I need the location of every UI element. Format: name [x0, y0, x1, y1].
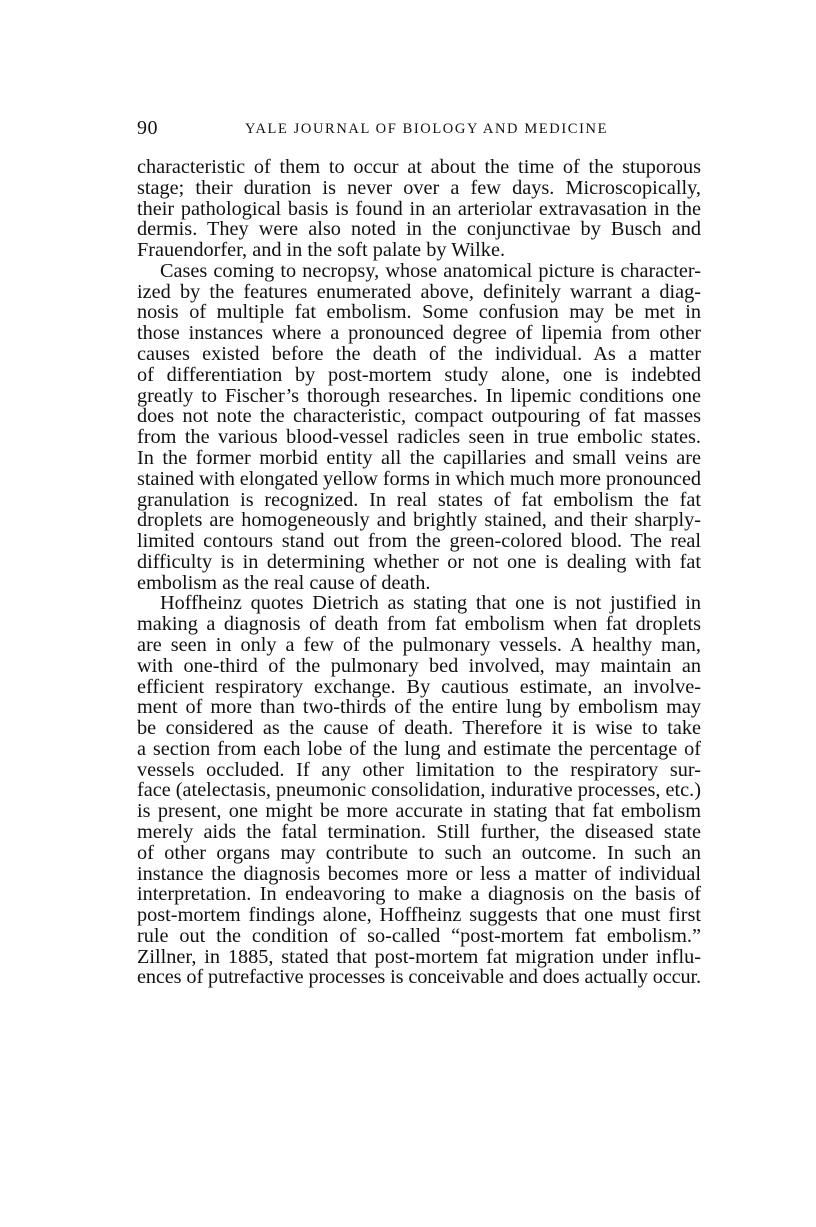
text-line: rule out the condition of so-called “post-mortem fat embolism.” — [137, 924, 701, 947]
text-line: In the former morbid entity all the capillaries and small veins are — [137, 446, 701, 469]
text-line: their pathological basis is found in an arteriolar extravasation in the — [137, 197, 701, 220]
text-line: those instances where a pronounced degree of lipemia from other — [137, 322, 701, 345]
text-line: a section from each lobe of the lung and estimate the percentage of — [137, 737, 701, 760]
text-line: Zillner, in 1885, stated that post-mortem fat migration under influ- — [137, 945, 701, 968]
text-line: of other organs may contribute to such an outcome. In such an — [137, 841, 701, 864]
text-line: Cases coming to necropsy, whose anatomical picture is character- — [160, 259, 701, 282]
text-line: from the various blood-vessel radicles seen in true embolic states. — [137, 426, 701, 449]
text-line: does not note the characteristic, compact outpouring of fat masses — [137, 405, 701, 428]
text-line: ized by the features enumerated above, definitely warrant a diag- — [137, 280, 701, 303]
text-line: ences of putrefactive processes is conceivable and does actually occur. — [137, 966, 701, 989]
text-line: interpretation. In endeavoring to make a diagnosis on the basis of — [137, 883, 701, 906]
running-head: YALE JOURNAL OF BIOLOGY AND MEDICINE — [245, 121, 609, 137]
page-number: 90 — [137, 117, 158, 139]
text-line: dermis. They were also noted in the conjunctivae by Busch and — [137, 218, 701, 241]
text-line: characteristic of them to occur at about the time of the stuporous — [137, 156, 701, 178]
text-line: Frauendorfer, and in the soft palate by Wilke. — [137, 239, 506, 262]
text-line: vessels occluded. If any other limitation to the respiratory sur- — [137, 758, 701, 781]
text-line: are seen in only a few of the pulmonary vessels. A healthy man, — [137, 633, 701, 656]
text-line: greatly to Fischer’s thorough researches. In lipemic conditions one — [137, 384, 701, 407]
text-line: with one-third of the pulmonary bed involved, may maintain an — [137, 654, 701, 677]
text-line: causes existed before the death of the individual. As a matter — [137, 343, 701, 366]
text-line: nosis of multiple fat embolism. Some confusion may be met in — [137, 301, 701, 324]
text-line: ment of more than two-thirds of the entire lung by embolism may — [137, 696, 701, 719]
text-line: of differentiation by post-mortem study alone, one is indebted — [137, 363, 701, 386]
text-line: embolism as the real cause of death. — [137, 571, 431, 594]
text-line: merely aids the fatal termination. Still further, the diseased state — [137, 821, 701, 843]
text-line: face (atelectasis, pneumonic consolidation, indurative processes, etc.) — [137, 779, 701, 802]
text-line: efficient respiratory exchange. By cautious estimate, an involve- — [137, 675, 701, 698]
text-line: difficulty is in determining whether or not one is dealing with fat — [137, 550, 701, 573]
text-line: Hoffheinz quotes Dietrich as stating that one is not justified in — [160, 592, 701, 615]
text-line: droplets are homogeneously and brightly stained, and their sharply- — [137, 509, 701, 532]
text-line: stained with elongated yellow forms in which much more pronounced — [137, 467, 701, 490]
text-line: be considered as the cause of death. Therefore it is wise to take — [137, 717, 701, 740]
text-line: making a diagnosis of death from fat embolism when fat droplets — [137, 613, 701, 636]
text-line: limited contours stand out from the green-colored blood. The real — [137, 530, 701, 553]
text-line: instance the diagnosis becomes more or less a matter of individual — [137, 862, 701, 885]
page-header — [137, 117, 701, 147]
text-line: is present, one might be more accurate in stating that fat embolism — [137, 800, 701, 823]
text-line: granulation is recognized. In real states of fat embolism the fat — [137, 488, 701, 511]
text-line: stage; their duration is never over a few days. Microscopically, — [137, 176, 701, 199]
body-text — [137, 157, 701, 988]
text-line: post-mortem findings alone, Hoffheinz suggests that one must first — [137, 904, 701, 927]
